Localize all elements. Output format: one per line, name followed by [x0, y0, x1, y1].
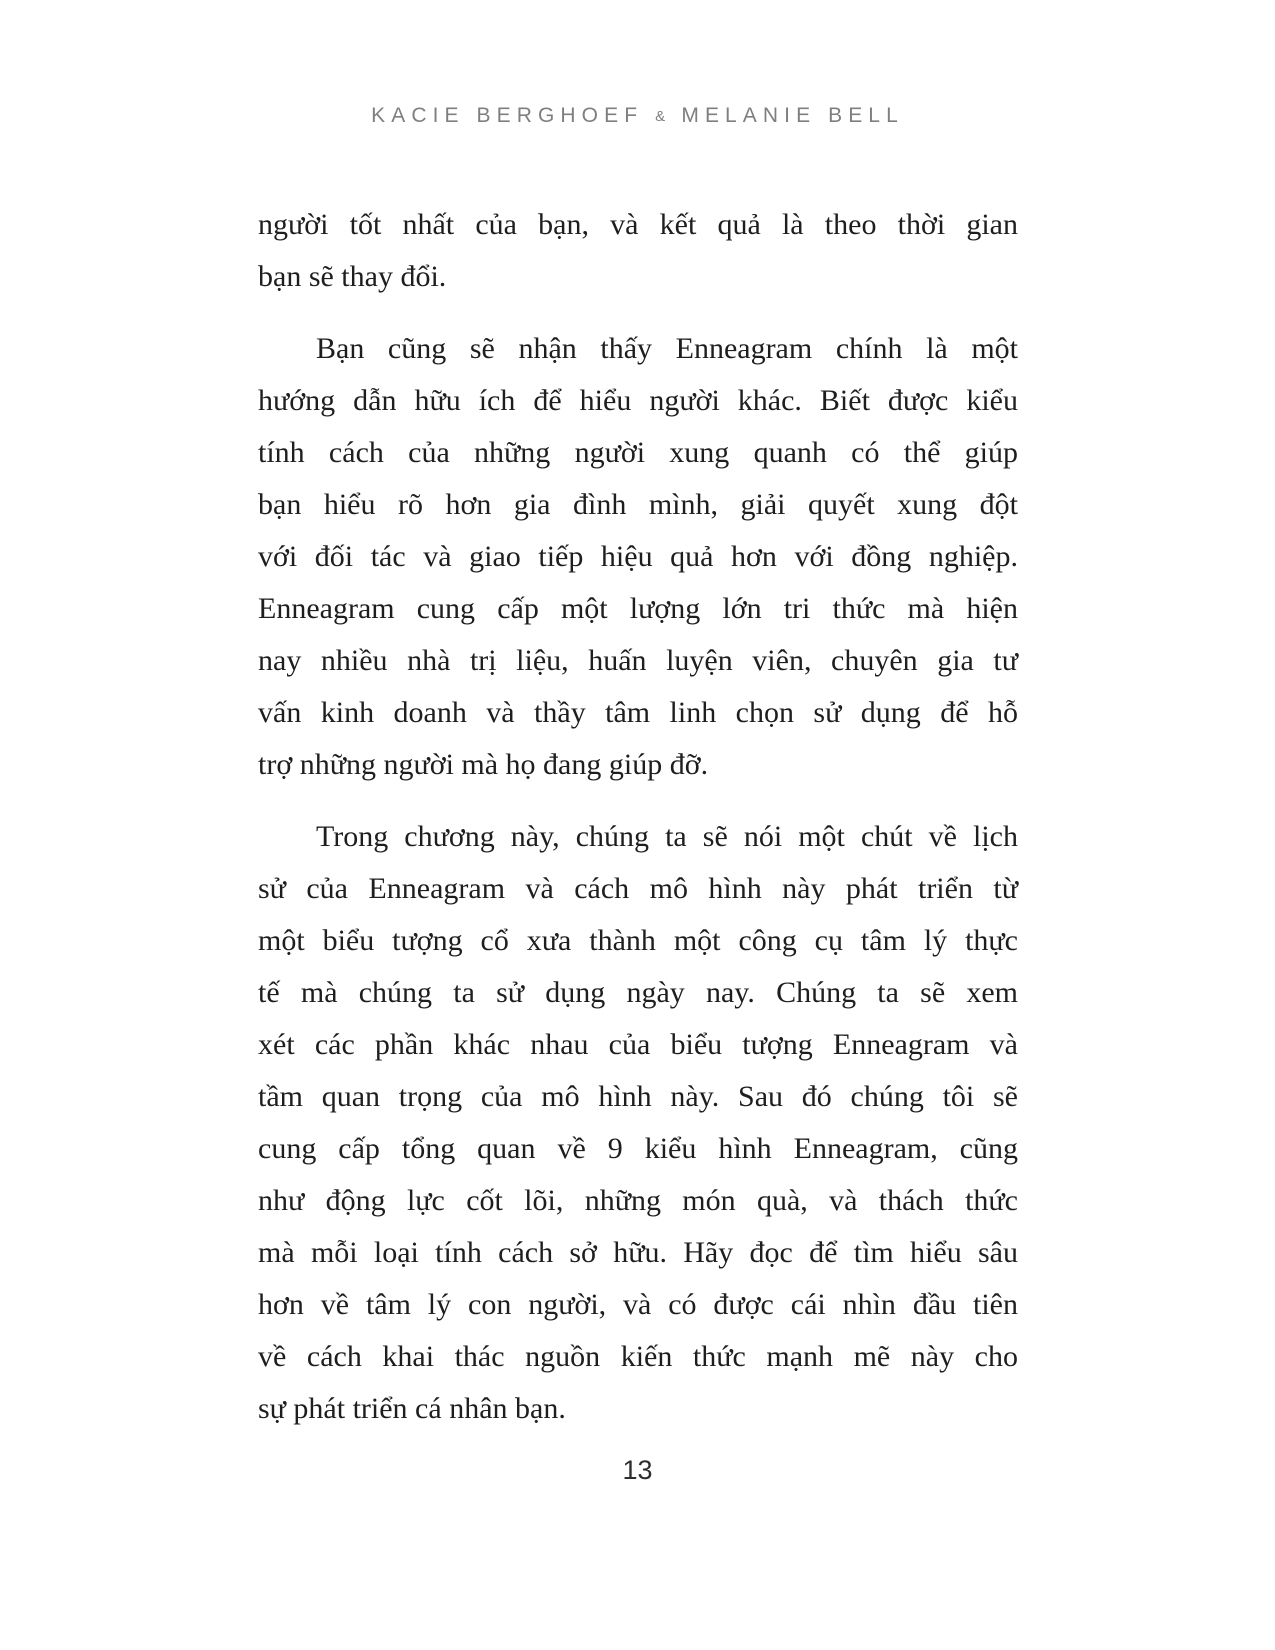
running-header — [0, 104, 1275, 128]
text-line: cung cấp tổng quan về 9 kiểu hình Enneagram, cũng — [258, 1132, 1018, 1165]
text-line: hơn về tâm lý con người, và có được cái nhìn đầu tiên — [258, 1288, 1018, 1321]
text-line: mà mỗi loại tính cách sở hữu. Hãy đọc để tìm hiểu sâu — [258, 1236, 1018, 1269]
text-line: người tốt nhất của bạn, và kết quả là theo thời gian — [258, 208, 1018, 241]
text-line: một biểu tượng cổ xưa thành một công cụ tâm lý thực — [258, 924, 1018, 957]
text-line: vấn kinh doanh và thầy tâm linh chọn sử dụng để hỗ — [258, 696, 1018, 729]
text-line: bạn hiểu rõ hơn gia đình mình, giải quyết xung đột — [258, 488, 1018, 521]
page-number: 13 — [622, 1455, 653, 1485]
text-line: về cách khai thác nguồn kiến thức mạnh mẽ này cho — [258, 1340, 1018, 1373]
text-line: trợ những người mà họ đang giúp đỡ. — [258, 748, 709, 781]
paragraph — [258, 323, 1018, 791]
header-ampersand: & — [655, 108, 670, 125]
text-line: Bạn cũng sẽ nhận thấy Enneagram chính là một — [316, 332, 1018, 365]
text-line: tế mà chúng ta sử dụng ngày nay. Chúng ta sẽ xem — [258, 976, 1018, 1009]
header-author-right: MELANIE BELL — [681, 104, 904, 127]
text-line: nay nhiều nhà trị liệu, huấn luyện viên, chuyên gia tư — [258, 644, 1018, 677]
text-line: sử của Enneagram và cách mô hình này phát triển từ — [258, 872, 1018, 905]
paragraph — [258, 811, 1018, 1435]
text-line: như động lực cốt lõi, những món quà, và thách thức — [258, 1184, 1018, 1217]
text-line: Enneagram cung cấp một lượng lớn tri thức mà hiện — [258, 592, 1018, 625]
text-line: tính cách của những người xung quanh có thể giúp — [258, 436, 1018, 469]
text-line: tầm quan trọng của mô hình này. Sau đó chúng tôi sẽ — [258, 1080, 1018, 1113]
paragraph — [258, 199, 1018, 303]
text-line: với đối tác và giao tiếp hiệu quả hơn với đồng nghiệp. — [258, 540, 1018, 573]
text-line: Trong chương này, chúng ta sẽ nói một chút về lịch — [316, 820, 1018, 853]
body-text — [258, 199, 1018, 1435]
text-line: hướng dẫn hữu ích để hiểu người khác. Biết được kiểu — [258, 384, 1018, 417]
text-line: xét các phần khác nhau của biểu tượng Enneagram và — [258, 1028, 1018, 1061]
text-line: bạn sẽ thay đổi. — [258, 260, 447, 293]
text-line: sự phát triển cá nhân bạn. — [258, 1392, 566, 1425]
header-author-left: KACIE BERGHOEF — [371, 104, 644, 127]
